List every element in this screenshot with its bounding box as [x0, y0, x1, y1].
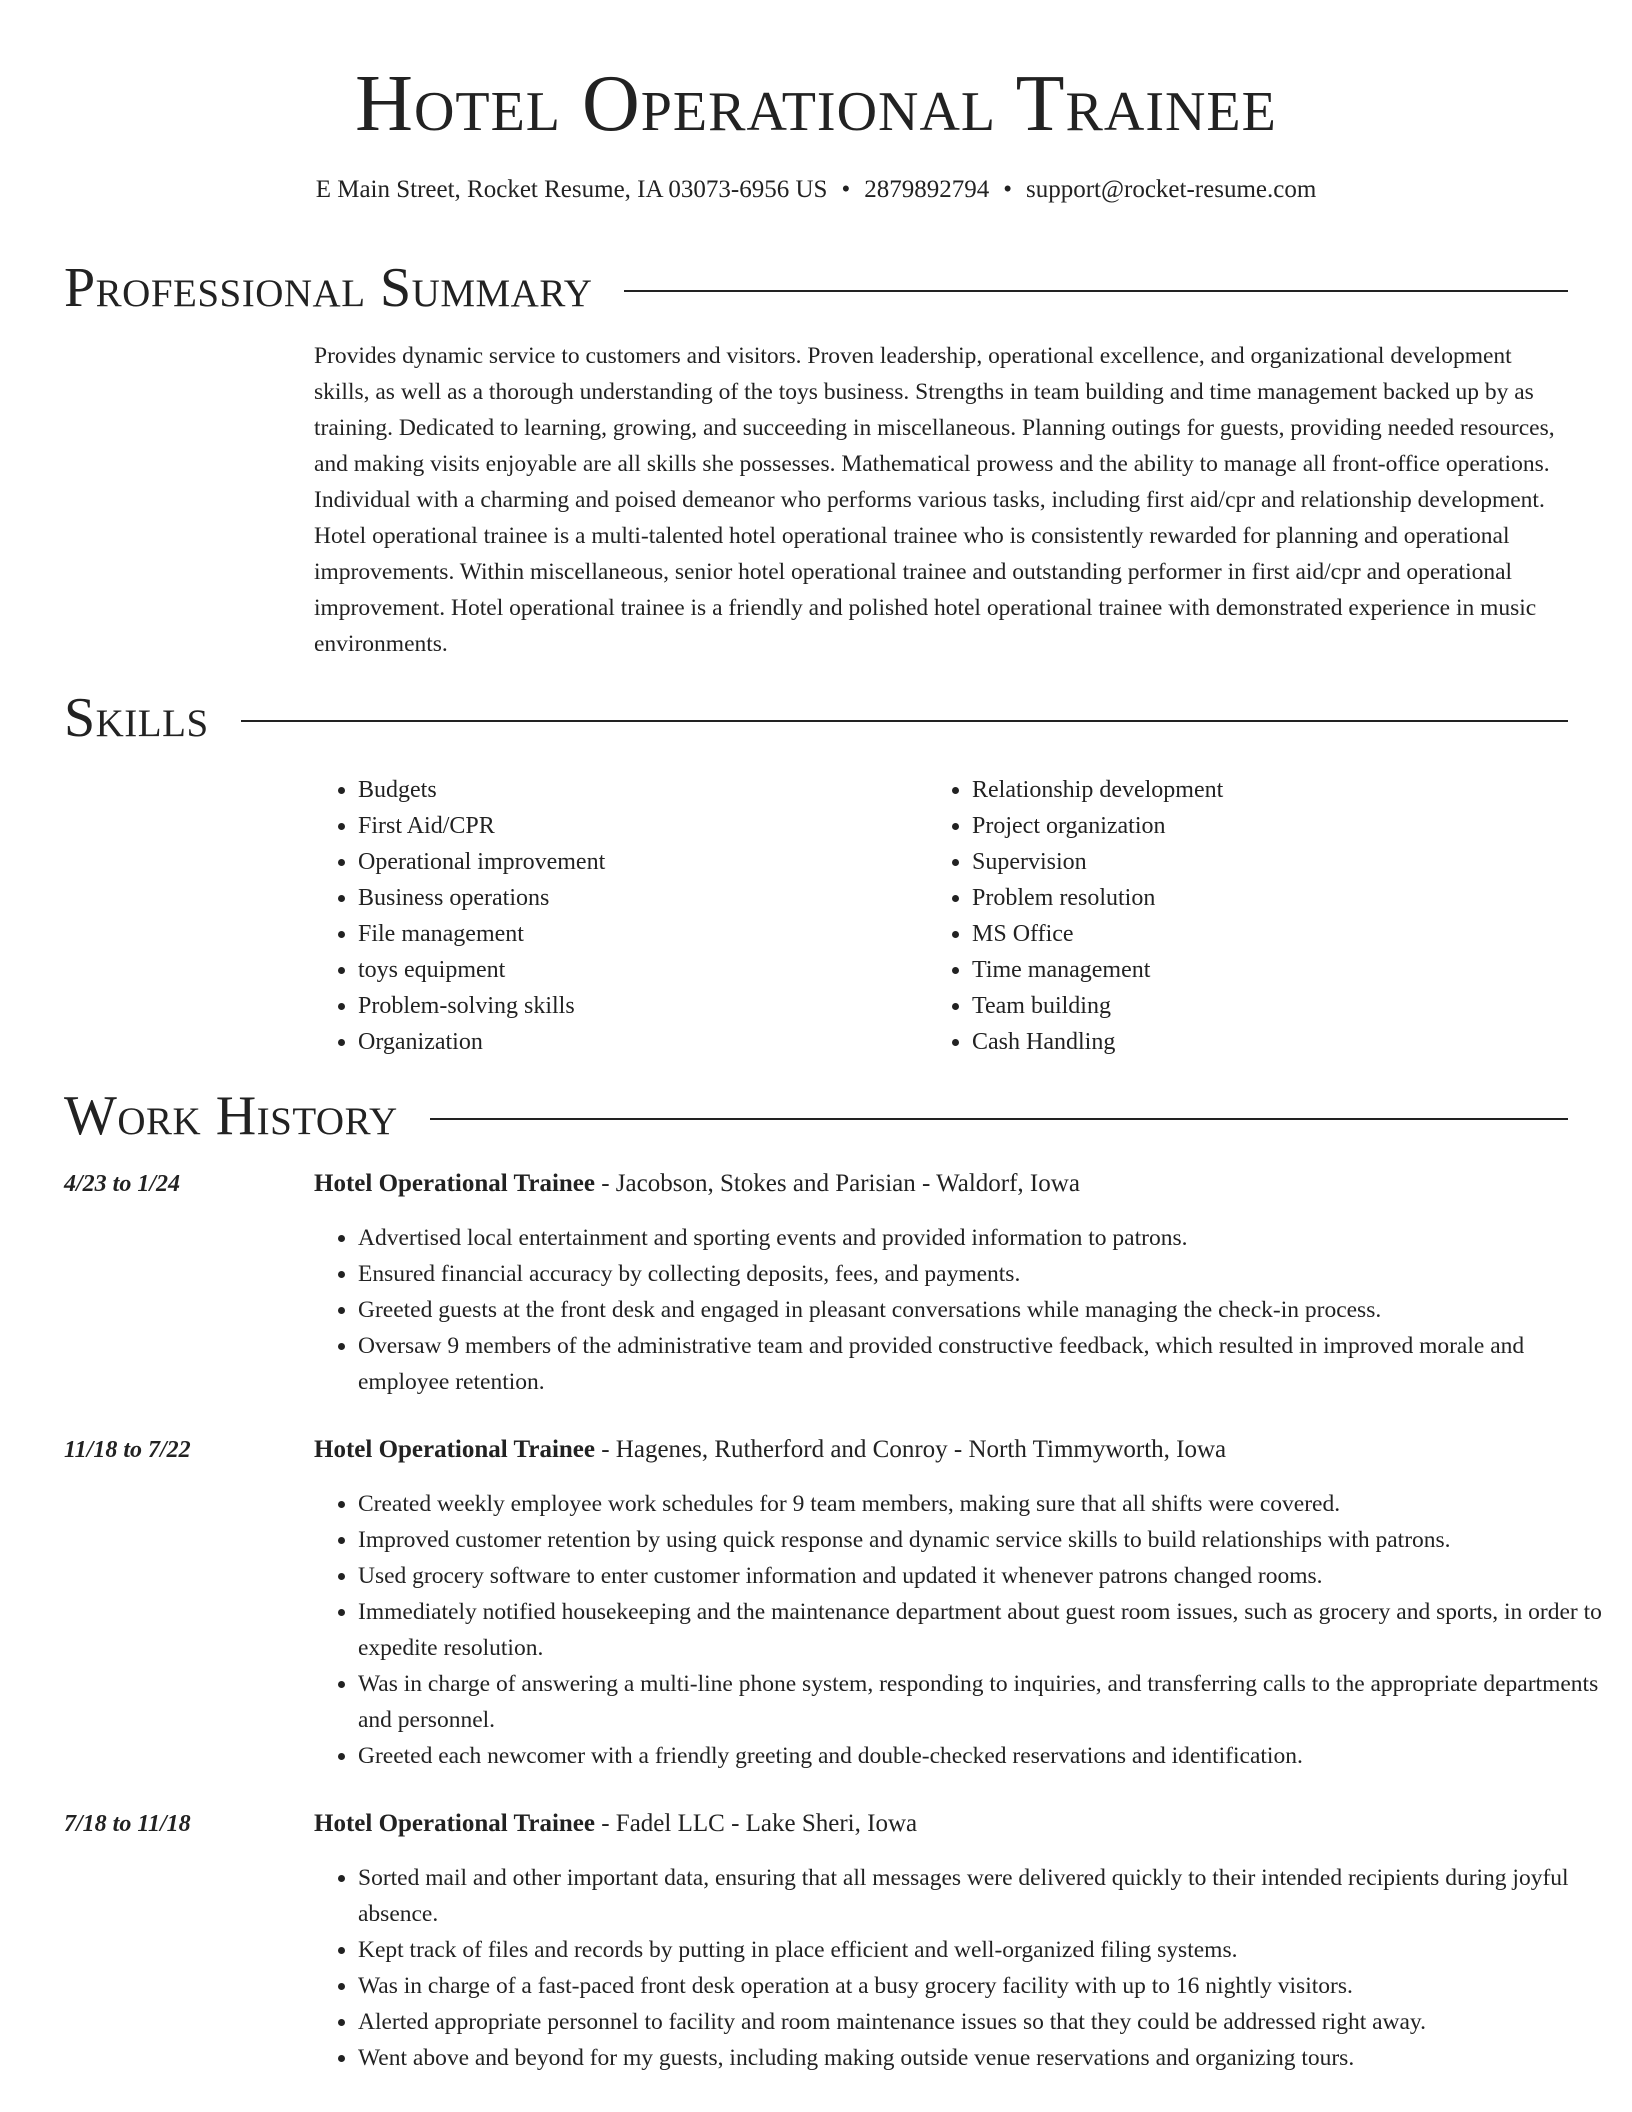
skill-item: • Problem-solving skills	[358, 988, 918, 1024]
work-section-title: Work History	[64, 1085, 398, 1147]
skill-item: • Team building	[972, 988, 1572, 1024]
skills-list-right	[928, 772, 1572, 1060]
job-bullet: • Oversaw 9 members of the administrative team and provided constructive feedback, which resulted in improved morale and employee retention.	[358, 1328, 1612, 1400]
job-bullet-list	[314, 1486, 1612, 1774]
job-bullet-list	[314, 1860, 1612, 2076]
job-bullet: • Immediately notified housekeeping and the maintenance department about guest room issues, such as grocery and sports, in order to expedite resolution.	[358, 1594, 1612, 1666]
skills-section-title: Skills	[64, 687, 209, 749]
skill-item: • Supervision	[972, 844, 1572, 880]
contact-phone: 2879892794	[864, 176, 990, 203]
skill-item: • Budgets	[358, 772, 918, 808]
contact-separator: •	[1003, 176, 1012, 203]
job-bullet: • Kept track of files and records by putting in place efficient and well-organized filing systems.	[358, 1932, 1612, 1968]
contact-address: E Main Street, Rocket Resume, IA 03073-6956 US	[315, 176, 828, 203]
job-bullet: • Was in charge of a fast-paced front desk operation at a busy grocery facility with up to 16 nightly visitors.	[358, 1968, 1612, 2004]
job-bullet: • Greeted guests at the front desk and engaged in pleasant conversations while managing the check-in process.	[358, 1292, 1612, 1328]
skill-item: • Business operations	[358, 880, 918, 916]
skills-list-left	[314, 772, 918, 1060]
job-employer: - Fadel LLC - Lake Sheri, Iowa	[594, 1810, 918, 1837]
summary-text: Provides dynamic service to customers and visitors. Proven leadership, operational excellence, and organizational development skills, as well as a thorough understanding of the toys business. Strengths in team building and time management backed up by as training. Dedicated to learning, growing, and succeeding in miscellaneous. Planning outings for guests, providing needed resources, and making visits enjoyable are all skills she possesses. Mathematical prowess and the ability to manage all front-office operations. Individual with a charming and poised demeanor who performs various tasks, including first aid/cpr and relationship development. Hotel operational trainee is a multi-talented hotel operational trainee who is consistently rewarded for planning and operational improvements. Within miscellaneous, senior hotel operational trainee and outstanding performer in first aid/cpr and operational improvement. Hotel operational trainee is a friendly and polished hotel operational trainee with demonstrated experience in music environments.	[314, 343, 1555, 657]
job-employer: - Jacobson, Stokes and Parisian - Waldorf, Iowa	[594, 1170, 1080, 1197]
job-bullet: • Was in charge of answering a multi-line phone system, responding to inquiries, and transferring calls to the appropriate departments and personnel.	[358, 1666, 1612, 1738]
section-divider	[624, 290, 1568, 292]
work-section-header	[64, 1084, 1568, 1148]
job-bullet-list	[314, 1220, 1612, 1400]
job-bullet: • Created weekly employee work schedules for 9 team members, making sure that all shifts were covered.	[358, 1486, 1612, 1522]
summary-section-header	[64, 256, 1568, 320]
job-bullet: • Advertised local entertainment and sporting events and provided information to patrons.	[358, 1220, 1612, 1256]
contact-separator: •	[841, 176, 851, 203]
job-title-line	[314, 1806, 1568, 1842]
skill-item: • File management	[358, 916, 918, 952]
skill-item: • Project organization	[972, 808, 1572, 844]
job-role: Hotel Operational Trainee	[314, 1436, 595, 1463]
skill-item: • Cash Handling	[972, 1024, 1572, 1060]
job-dates: 11/18 to 7/22	[64, 1437, 191, 1463]
job-title-line	[314, 1432, 1568, 1468]
job-dates: 7/18 to 11/18	[64, 1811, 191, 1837]
contact-line	[0, 174, 1632, 206]
job-dates: 4/23 to 1/24	[64, 1171, 181, 1197]
skill-item: • Operational improvement	[358, 844, 918, 880]
job-bullet: • Used grocery software to enter customer information and updated it whenever patrons changed rooms.	[358, 1558, 1612, 1594]
job-employer: - Hagenes, Rutherford and Conroy - North Timmyworth, Iowa	[594, 1436, 1227, 1463]
skill-item: • Problem resolution	[972, 880, 1572, 916]
job-title-line	[314, 1166, 1568, 1202]
section-divider	[241, 720, 1568, 722]
job-bullet: • Improved customer retention by using quick response and dynamic service skills to build relationships with patrons.	[358, 1522, 1612, 1558]
skill-item: • MS Office	[972, 916, 1572, 952]
skill-item: • First Aid/CPR	[358, 808, 918, 844]
resume-name: Hotel Operational Trainee	[355, 60, 1277, 148]
job-bullet: • Ensured financial accuracy by collecting deposits, fees, and payments.	[358, 1256, 1612, 1292]
summary-section-title: Professional Summary	[64, 257, 593, 319]
job-role: Hotel Operational Trainee	[314, 1170, 595, 1197]
job-bullet: • Alerted appropriate personnel to facility and room maintenance issues so that they could be addressed right away.	[358, 2004, 1612, 2040]
skill-item: • Time management	[972, 952, 1572, 988]
contact-email: support@rocket-resume.com	[1025, 176, 1317, 203]
job-role: Hotel Operational Trainee	[314, 1810, 595, 1837]
skill-item: • Relationship development	[972, 772, 1572, 808]
job-bullet: • Greeted each newcomer with a friendly greeting and double-checked reservations and identification.	[358, 1738, 1612, 1774]
skills-section-header	[64, 686, 1568, 750]
skill-item: • Organization	[358, 1024, 918, 1060]
skill-item: • toys equipment	[358, 952, 918, 988]
job-bullet: • Went above and beyond for my guests, including making outside venue reservations and organizing tours.	[358, 2040, 1612, 2076]
section-divider	[430, 1118, 1568, 1120]
job-bullet: • Sorted mail and other important data, ensuring that all messages were delivered quickly to their intended recipients during joyful absence.	[358, 1860, 1612, 1932]
